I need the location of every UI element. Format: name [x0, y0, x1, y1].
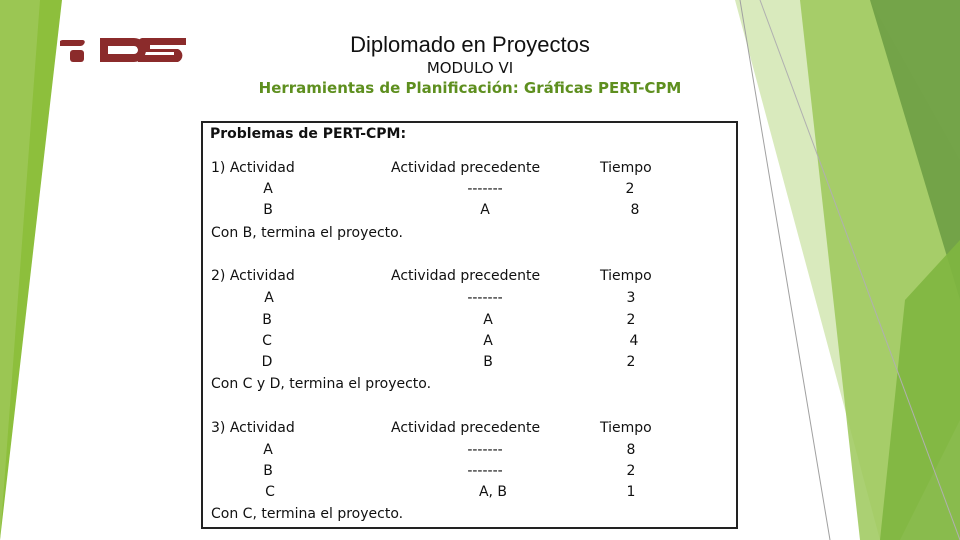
activity-cell: A — [263, 442, 273, 458]
problems-box — [201, 121, 738, 529]
problem-footer: Con C, termina el proyecto. — [211, 506, 404, 522]
time-cell: 2 — [626, 463, 636, 479]
time-header: Tiempo — [600, 268, 652, 284]
time-cell: 8 — [630, 202, 640, 218]
activity-cell: A — [264, 290, 274, 306]
precedent-cell: A — [483, 333, 493, 349]
time-cell: 2 — [626, 354, 636, 370]
time-cell: 8 — [626, 442, 636, 458]
precedent-cell: ------- — [467, 442, 503, 458]
time-cell: 2 — [625, 181, 635, 197]
time-cell: 1 — [626, 484, 636, 500]
activity-cell: B — [263, 202, 273, 218]
activity-header: 3) Actividad — [211, 420, 295, 436]
precedent-cell: A — [480, 202, 490, 218]
ies-logo — [60, 28, 190, 74]
time-cell: 3 — [626, 290, 636, 306]
activity-cell: B — [263, 463, 273, 479]
page-title: Diplomado en Proyectos — [350, 32, 590, 57]
precedent-header: Actividad precedente — [391, 160, 541, 176]
precedent-header: Actividad precedente — [391, 268, 541, 284]
activity-cell: C — [262, 333, 272, 349]
time-header: Tiempo — [600, 160, 652, 176]
activity-header: 1) Actividad — [211, 160, 295, 176]
precedent-cell: ------- — [467, 463, 503, 479]
left-light-band — [0, 0, 40, 540]
activity-cell: A — [263, 181, 273, 197]
problem-footer: Con B, termina el proyecto. — [211, 225, 403, 241]
precedent-cell: ------- — [467, 181, 503, 197]
activity-cell: C — [265, 484, 275, 500]
page-subtitle: Herramientas de Planificación: Gráficas PERT-CPM — [258, 79, 682, 97]
precedent-cell: ------- — [467, 290, 503, 306]
precedent-cell: A — [483, 312, 493, 328]
time-header: Tiempo — [600, 420, 652, 436]
activity-cell: D — [261, 354, 273, 370]
activity-header: 2) Actividad — [211, 268, 295, 284]
time-cell: 2 — [626, 312, 636, 328]
activity-cell: B — [262, 312, 272, 328]
module-label: MODULO VI — [426, 59, 514, 77]
problem-footer: Con C y D, termina el proyecto. — [211, 376, 432, 392]
precedent-header: Actividad precedente — [391, 420, 541, 436]
time-cell: 4 — [629, 333, 639, 349]
precedent-cell: B — [483, 354, 493, 370]
problems-heading: Problemas de PERT-CPM: — [210, 126, 407, 142]
precedent-cell: A, B — [478, 484, 508, 500]
